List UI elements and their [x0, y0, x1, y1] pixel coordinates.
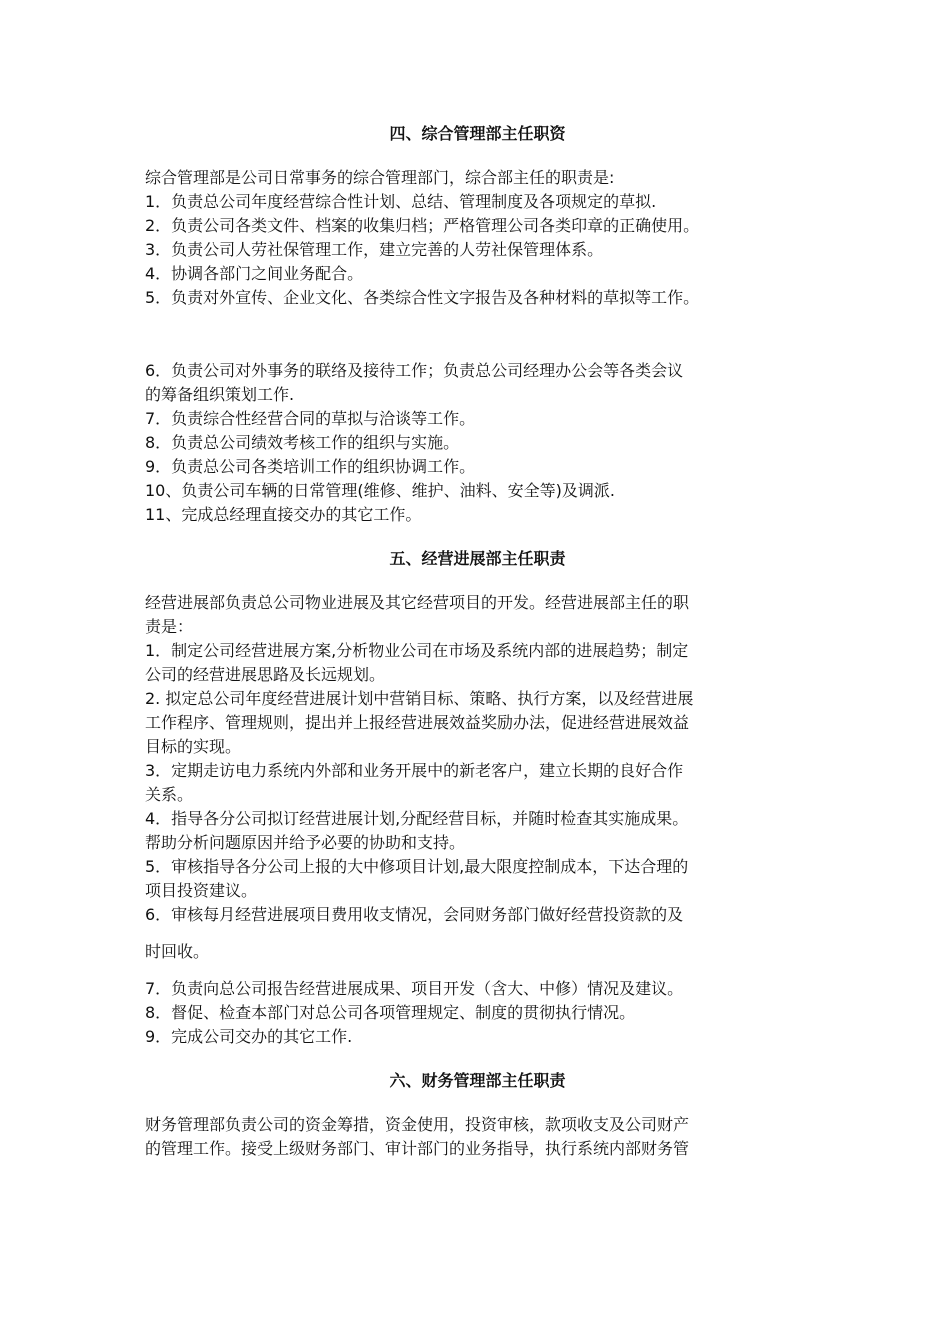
- list-item: 2．负责公司各类文件、档案的收集归档；严格管理公司各类印章的正确使用。: [145, 216, 700, 235]
- list-item: 1．负责总公司年度经营综合性计划、总结、管理制度及各项规定的草拟.: [145, 192, 657, 211]
- list-item-continuation: 目标的实现。: [145, 737, 242, 756]
- list-item: 1．制定公司经营进展方案,分析物业公司在市场及系统内部的进展趋势；制定: [145, 641, 689, 660]
- list-item-continuation: 关系。: [145, 785, 194, 804]
- list-item: 4．协调各部门之间业务配合。: [145, 264, 364, 283]
- section-5-items: [145, 639, 810, 927]
- list-item: 3．定期走访电力系统内外部和业务开展中的新老客户，建立长期的良好合作: [145, 761, 684, 780]
- list-item: 6．审核每月经营进展项目费用收支情况，会同财务部门做好经营投资款的及: [145, 905, 684, 924]
- list-item: 11、完成总经理直接交办的其它工作。: [145, 505, 422, 524]
- list-item-continuation: 帮助分析问题原因并给予必要的协助和支持。: [145, 833, 466, 852]
- list-item-continuation: 项目投资建议。: [145, 881, 258, 900]
- list-item-continuation: 时回收。: [145, 942, 210, 961]
- section-4-intro: [145, 166, 810, 190]
- list-item: 2. 拟定总公司年度经营进展计划中营销目标、策略、执行方案，以及经营进展: [145, 689, 694, 708]
- list-item: 4．指导各分公司拟订经营进展计划,分配经营目标，并随时检查其实施成果。: [145, 809, 689, 828]
- document-body: [145, 122, 810, 1161]
- text-line: 经营进展部负责总公司物业进展及其它经营项目的开发。经营进展部主任的职: [145, 593, 690, 612]
- list-item-continuation: 公司的经营进展思路及长远规划。: [145, 665, 386, 684]
- section-6-intro: [145, 1113, 810, 1161]
- section-5-item-6-tail: [145, 940, 810, 964]
- list-item: 7．负责向总公司报告经营进展成果、项目开发（含大、中修）情况及建议。: [145, 979, 684, 998]
- section-6-title: 六、财务管理部主任职责: [389, 1071, 566, 1090]
- list-item-continuation: 的筹备组织策划工作.: [145, 385, 295, 404]
- section-4-items-continued: [145, 359, 810, 527]
- list-item: 8．督促、检查本部门对总公司各项管理规定、制度的贯彻执行情况。: [145, 1003, 636, 1022]
- text-line: 责是：: [145, 617, 194, 636]
- section-5-items-tail: [145, 977, 810, 1049]
- list-item: 6．负责公司对外事务的联络及接待工作；负责总公司经理办公会等各类会议: [145, 361, 684, 380]
- list-item: 8．负责总公司绩效考核工作的组织与实施。: [145, 433, 460, 452]
- section-4-title: 四、综合管理部主任职资: [389, 124, 566, 143]
- section-5-intro: [145, 591, 810, 639]
- text-line: 的管理工作。接受上级财务部门、审计部门的业务指导，执行系统内部财务管: [145, 1139, 690, 1158]
- section-4-items: [145, 190, 810, 310]
- list-item: 10、负责公司车辆的日常管理(维修、维护、油料、安全等)及调派.: [145, 481, 615, 500]
- list-item: 7．负责综合性经营合同的草拟与洽谈等工作。: [145, 409, 476, 428]
- text-line: 综合管理部是公司日常事务的综合管理部门，综合部主任的职责是:: [145, 168, 615, 187]
- list-item: 3．负责公司人劳社保管理工作，建立完善的人劳社保管理体系。: [145, 240, 604, 259]
- text-line: 财务管理部负责公司的资金筹措，资金使用，投资审核，款项收支及公司财产: [145, 1115, 690, 1134]
- list-item: 5．负责对外宣传、企业文化、各类综合性文字报告及各种材料的草拟等工作。: [145, 288, 700, 307]
- list-item-continuation: 工作程序、管理规则，提出并上报经营进展效益奖励办法，促进经营进展效益: [145, 713, 690, 732]
- list-item: 5．审核指导各分公司上报的大中修项目计划,最大限度控制成本，下达合理的: [145, 857, 689, 876]
- section-5-title: 五、经营进展部主任职责: [389, 549, 566, 568]
- list-item: 9．完成公司交办的其它工作.: [145, 1027, 353, 1046]
- list-item: 9．负责总公司各类培训工作的组织协调工作。: [145, 457, 476, 476]
